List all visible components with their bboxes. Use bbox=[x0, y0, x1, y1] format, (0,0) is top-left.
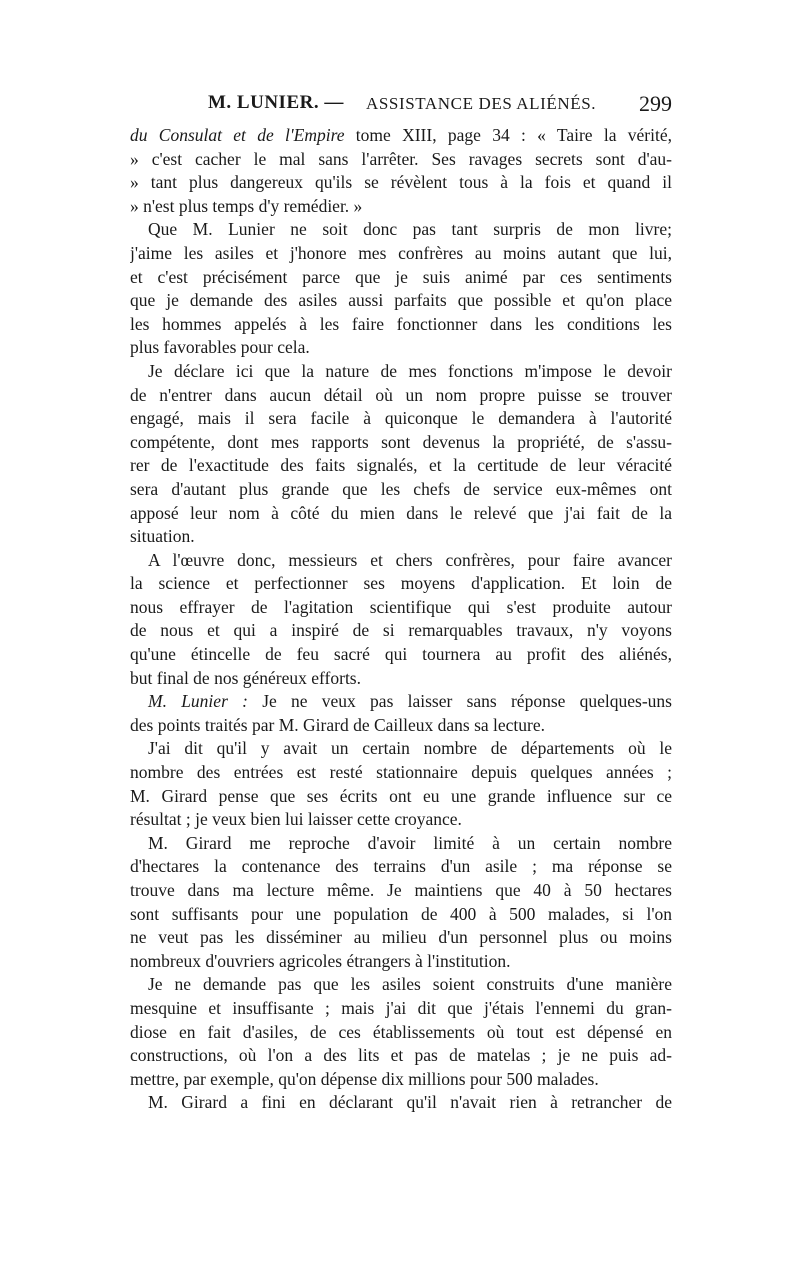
line-text: M. Girard me reproche d'avoir limité à un certain nombre bbox=[148, 832, 672, 853]
text-line bbox=[130, 266, 672, 290]
line-text: mettre, par exemple, qu'on dépense dix millions pour 500 malades. bbox=[130, 1068, 599, 1089]
text-line bbox=[130, 336, 672, 360]
text-line bbox=[130, 643, 672, 667]
header-author: M. LUNIER. — bbox=[208, 92, 344, 113]
text-line bbox=[130, 714, 672, 738]
line-text: de n'entrer dans aucun détail où un nom propre puisse se trouver bbox=[130, 384, 672, 405]
text-line bbox=[130, 242, 672, 266]
text-line bbox=[130, 997, 672, 1021]
line-text: que je demande des asiles aussi parfaits que possible et qu'on place bbox=[130, 290, 672, 311]
line-text: les hommes appelés à les faire fonctionner dans les conditions les bbox=[130, 313, 672, 334]
line-text: de nous et qui a inspiré de si remarquables travaux, n'y voyons bbox=[130, 620, 672, 641]
italic-text: M. Lunier : bbox=[148, 691, 248, 712]
body-text bbox=[130, 124, 672, 1115]
text-line bbox=[130, 879, 672, 903]
text-line bbox=[130, 973, 672, 997]
line-text: et c'est précisément parce que je suis animé par ces sentiments bbox=[130, 266, 672, 287]
line-text: résultat ; je veux bien lui laisser cette croyance. bbox=[130, 809, 462, 830]
line-text: A l'œuvre donc, messieurs et chers confrères, pour faire avancer bbox=[148, 549, 672, 570]
line-text: » c'est cacher le mal sans l'arrêter. Ses ravages secrets sont d'au- bbox=[130, 148, 672, 169]
running-header bbox=[130, 92, 672, 122]
line-text: M. Girard a fini en déclarant qu'il n'avait rien à retrancher de bbox=[148, 1092, 672, 1113]
line-text: diose en fait d'asiles, de ces établissements où tout est dépensé en bbox=[130, 1021, 672, 1042]
text-line bbox=[130, 148, 672, 172]
line-text: tome XIII, page 34 : « Taire la vérité, bbox=[344, 125, 672, 145]
text-line bbox=[130, 407, 672, 431]
header-title: ASSISTANCE DES ALIÉNÉS. bbox=[366, 94, 597, 113]
text-line bbox=[130, 1091, 672, 1115]
line-text: » n'est plus temps d'y remédier. » bbox=[130, 195, 363, 216]
text-line bbox=[130, 525, 672, 549]
text-line bbox=[130, 454, 672, 478]
line-text: » tant plus dangereux qu'ils se révèlent tous à la fois et quand il bbox=[130, 172, 672, 193]
line-text: j'aime les asiles et j'honore mes confrères au moins autant que lui, bbox=[130, 242, 672, 263]
text-line bbox=[130, 761, 672, 785]
line-text: Que M. Lunier ne soit donc pas tant surpris de mon livre; bbox=[148, 219, 672, 240]
line-text: M. Girard pense que ses écrits ont eu une grande influence sur ce bbox=[130, 785, 672, 806]
text-line bbox=[130, 950, 672, 974]
text-line bbox=[130, 431, 672, 455]
text-line bbox=[130, 596, 672, 620]
text-line bbox=[130, 903, 672, 927]
line-text: nous effrayer de l'agitation scientifique qui s'est produite autour bbox=[130, 596, 672, 617]
line-text: Je ne veux pas laisser sans réponse quelques-uns bbox=[247, 691, 672, 712]
text-line bbox=[130, 667, 672, 691]
line-text: compétente, dont mes rapports sont devenus la propriété, de s'assu- bbox=[130, 431, 672, 452]
text-line bbox=[130, 737, 672, 761]
line-text: Je déclare ici que la nature de mes fonctions m'impose le devoir bbox=[148, 360, 672, 381]
line-text: sont suffisants pour une population de 400 à 500 malades, si l'on bbox=[130, 903, 672, 924]
line-text: but final de nos généreux efforts. bbox=[130, 667, 361, 688]
text-line bbox=[130, 690, 672, 714]
text-line bbox=[130, 502, 672, 526]
line-text: Je ne demande pas que les asiles soient construits d'une manière bbox=[148, 974, 672, 995]
italic-text: du Consulat et de l'Empire bbox=[130, 125, 345, 145]
text-line bbox=[130, 124, 672, 148]
text-line bbox=[130, 832, 672, 856]
line-text: des points traités par M. Girard de Cailleux dans sa lecture. bbox=[130, 714, 546, 735]
text-line bbox=[130, 785, 672, 809]
text-line bbox=[130, 313, 672, 337]
page-number: 299 bbox=[639, 91, 672, 116]
line-text: qu'une étincelle de feu sacré qui tournera au profit des aliénés, bbox=[130, 644, 672, 665]
line-text: la science et perfectionner ses moyens d'application. Et loin de bbox=[130, 573, 672, 594]
text-line bbox=[130, 218, 672, 242]
line-text: rer de l'exactitude des faits signalés, et la certitude de leur véracité bbox=[130, 455, 672, 476]
line-text: trouve dans ma lecture même. Je maintiens que 40 à 50 hectares bbox=[130, 880, 672, 900]
text-line bbox=[130, 384, 672, 408]
line-text: nombreux d'ouvriers agricoles étrangers à l'institution. bbox=[130, 950, 511, 971]
line-text: J'ai dit qu'il y avait un certain nombre de départements où le bbox=[148, 738, 672, 759]
line-text: apposé leur nom à côté du mien dans le relevé que j'ai fait de la bbox=[130, 502, 672, 523]
text-line bbox=[130, 1021, 672, 1045]
text-line bbox=[130, 572, 672, 596]
text-line bbox=[130, 808, 672, 832]
line-text: d'hectares la contenance des terrains d'un asile ; ma réponse se bbox=[130, 856, 672, 877]
line-text: ne veut pas les disséminer au milieu d'un personnel plus ou moins bbox=[130, 927, 672, 948]
text-line bbox=[130, 195, 672, 219]
text-line bbox=[130, 549, 672, 573]
text-line bbox=[130, 619, 672, 643]
line-text: constructions, où l'on a des lits et pas de matelas ; je ne puis ad- bbox=[130, 1045, 672, 1066]
text-line bbox=[130, 360, 672, 384]
text-line bbox=[130, 171, 672, 195]
text-line bbox=[130, 289, 672, 313]
line-text: sera d'autant plus grande que les chefs de service eux-mêmes ont bbox=[130, 478, 672, 499]
line-text: situation. bbox=[130, 526, 195, 547]
text-line bbox=[130, 855, 672, 879]
line-text: plus favorables pour cela. bbox=[130, 337, 310, 358]
line-text: engagé, mais il sera facile à quiconque le demandera à l'autorité bbox=[130, 408, 672, 429]
text-line bbox=[130, 1044, 672, 1068]
text-line bbox=[130, 926, 672, 950]
text-line bbox=[130, 478, 672, 502]
text-line bbox=[130, 1068, 672, 1092]
line-text: nombre des entrées est resté stationnaire depuis quelques années ; bbox=[130, 762, 672, 783]
line-text: mesquine et insuffisante ; mais j'ai dit que j'étais l'ennemi du gran- bbox=[130, 997, 672, 1018]
